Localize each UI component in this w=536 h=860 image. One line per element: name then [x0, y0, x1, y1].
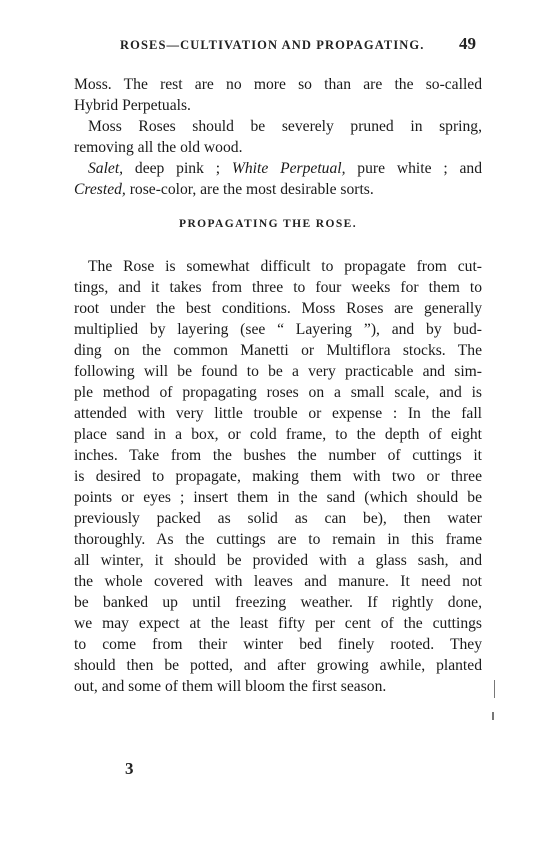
page-number: 49: [459, 34, 476, 53]
text-line: the whole covered with leaves and manure. It need not: [74, 573, 482, 590]
text-line: all winter, it should be provided with a glass sash, and: [74, 552, 482, 569]
text-line: Moss. The rest are no more so than are the so-called: [74, 76, 482, 93]
text-line: The Rose is somewhat difficult to propagate from cut-: [88, 258, 482, 275]
text-line: place sand in a box, or cold frame, to the depth of eight: [74, 426, 482, 443]
text-line: ding on the common Manetti or Multiflora stocks. The: [74, 342, 482, 359]
variety-description: pure white ; and: [345, 160, 482, 177]
section-heading: PROPAGATING THE ROSE.: [179, 218, 357, 230]
text-line: previously packed as solid as can be), then water: [74, 510, 482, 527]
text-line: multiplied by layering (see “ Layering ”), and by bud-: [74, 321, 482, 338]
text-line: ple method of propagating roses on a small scale, and is: [74, 384, 482, 401]
intro-paragraphs: [74, 74, 482, 200]
text-line: points or eyes ; insert them in the sand (which should be: [74, 489, 482, 506]
text-line: we may expect at the least fifty per cent of the cuttings: [74, 615, 482, 632]
running-head: ROSES—CULTIVATION AND PROPAGATING.: [120, 38, 425, 52]
text-line: out, and some of them will bloom the first season.: [74, 678, 387, 695]
variety-description: rose-color, are the most desirable sorts.: [125, 181, 374, 198]
text-line: following will be found to be a very practicable and sim-: [74, 363, 482, 380]
text-line: [74, 179, 482, 200]
text-line: should then be potted, and after growing awhile, planted: [74, 657, 482, 674]
text-line: inches. Take from the bushes the number of cuttings it: [74, 447, 482, 464]
text-line: [74, 158, 482, 179]
variety-name: Crested,: [74, 181, 126, 198]
paper-speck: [492, 712, 494, 720]
text-line: removing all the old wood.: [74, 139, 243, 156]
text-line: attended with very little trouble or expense : In the fall: [74, 405, 482, 422]
variety-name: White Perpetual,: [231, 160, 346, 177]
variety-description: deep pink ;: [123, 160, 232, 177]
propagation-paragraph: [74, 256, 482, 697]
text-line: is desired to propagate, making them with two or three: [74, 468, 482, 485]
signature-mark: 3: [125, 759, 134, 778]
text-line: tings, and it takes from three to four weeks for them to: [74, 279, 482, 296]
text-line: Hybrid Perpetuals.: [74, 97, 191, 114]
paper-speck: [494, 680, 495, 698]
text-line: Moss Roses should be severely pruned in spring,: [88, 118, 482, 135]
text-line: be banked up until freezing weather. If rightly done,: [74, 594, 482, 611]
text-line: root under the best conditions. Moss Roses are generally: [74, 300, 482, 317]
variety-name: Salet,: [88, 160, 124, 177]
text-line: to come from their winter bed finely rooted. They: [74, 636, 482, 653]
text-line: thoroughly. As the cuttings are to remain in this frame: [74, 531, 482, 548]
